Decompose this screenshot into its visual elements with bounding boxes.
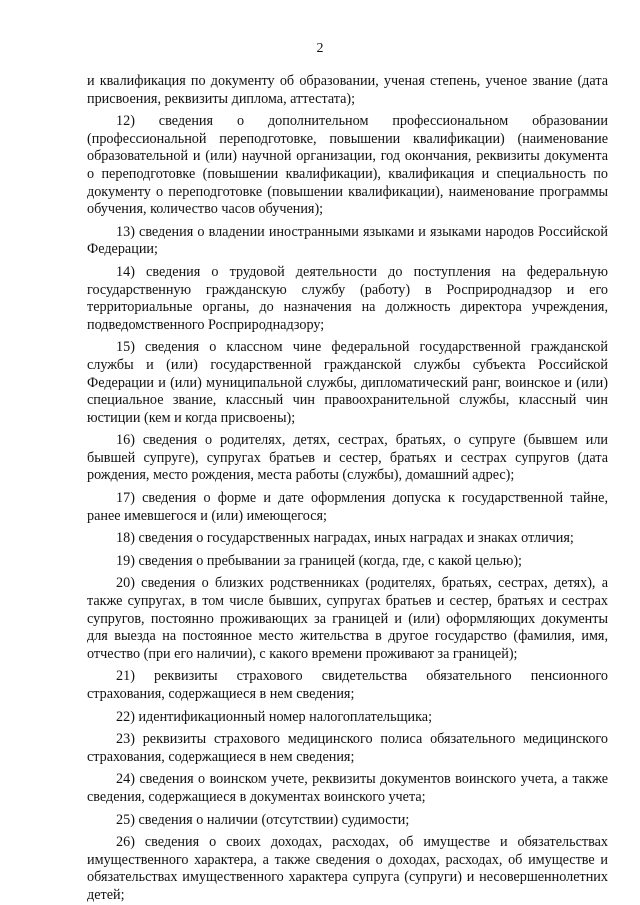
paragraph: 24) сведения о воинском учете, реквизиты документов воинского учета, а также сведения, содержащиеся в документах воинского учета; [87, 771, 608, 805]
paragraph: 16) сведения о родителях, детях, сестрах, братьях, о супруге (бывшем или бывшей супруге), супругах братьев и сестер, братьях и сестрах супругов (дата рождения, место рождения, места работы (службы), домашний адрес); [87, 432, 608, 484]
page-number: 2 [316, 41, 324, 56]
paragraph: 19) сведения о пребывании за границей (когда, где, с какой целью); [116, 552, 522, 569]
paragraph: 17) сведения о форме и дате оформления допуска к государственной тайне, ранее имевшегося и (или) имеющегося; [87, 490, 608, 524]
paragraph: 26) сведения о своих доходах, расходах, об имуществе и обязательствах имущественного характера, а также сведения о доходах, расходах, об имуществе и обязательствах имущественного характера супруга (супруги) и несовершеннолетних детей; [87, 834, 608, 903]
paragraph: 13) сведения о владении иностранными языками и языками народов Российской Федерации; [87, 223, 608, 258]
paragraph: 21) реквизиты страхового свидетельства обязательного пенсионного страхования, содержащиеся в нем сведения; [87, 668, 608, 702]
paragraph: 14) сведения о трудовой деятельности до поступления на федеральную государственную гражданскую службу (работу) в Росприроднадзор и его территориальные органы, до назначения на должность директора учреждения, подведомственного Росприроднадзору; [87, 263, 608, 333]
paragraph: 25) сведения о наличии (отсутствии) судимости; [116, 811, 410, 828]
paragraph: 12) сведения о дополнительном профессиональном образовании (профессиональной переподготовке, повышении квалификации) (наименование образовательной и (или) научной организации, год окончания, реквизиты документа о переподготовке (повышении квалификации), квалификация и специальность по документу о переподготовке (повышении квалификации), наименование программы обучения, количество часов обучения); [87, 113, 608, 218]
paragraph: 23) реквизиты страхового медицинского полиса обязательного медицинского страхования, содержащиеся в нем сведения; [87, 731, 608, 765]
paragraph: 22) идентификационный номер налогоплательщика; [116, 708, 433, 725]
document-body [87, 73, 608, 905]
paragraph: 18) сведения о государственных наградах, иных наградах и знаках отличия; [116, 530, 574, 547]
paragraph: 20) сведения о близких родственниках (родителях, братьях, сестрах, детях), а также супругах, в том числе бывших, супругах братьев и сестер, братьях и сестрах супругов, постоянно проживающих за границей и (или) оформляющих документы для выезда на постоянное место жительства в другое государство (фамилия, имя, отчество (при его наличии), с какого времени проживают за границей); [87, 575, 608, 662]
paragraph: 15) сведения о классном чине федеральной государственной гражданской службы и (или) государственной гражданской службы субъекта Российской Федерации и (или) муниципальной службы, дипломатический ранг, воинское и (или) специальное звание, классный чин правоохранительной службы, классный чин юстиции (кем и когда присвоены); [87, 339, 608, 426]
paragraph: и квалификация по документу об образовании, ученая степень, ученое звание (дата присвоения, реквизиты диплома, аттестата); [87, 73, 608, 107]
